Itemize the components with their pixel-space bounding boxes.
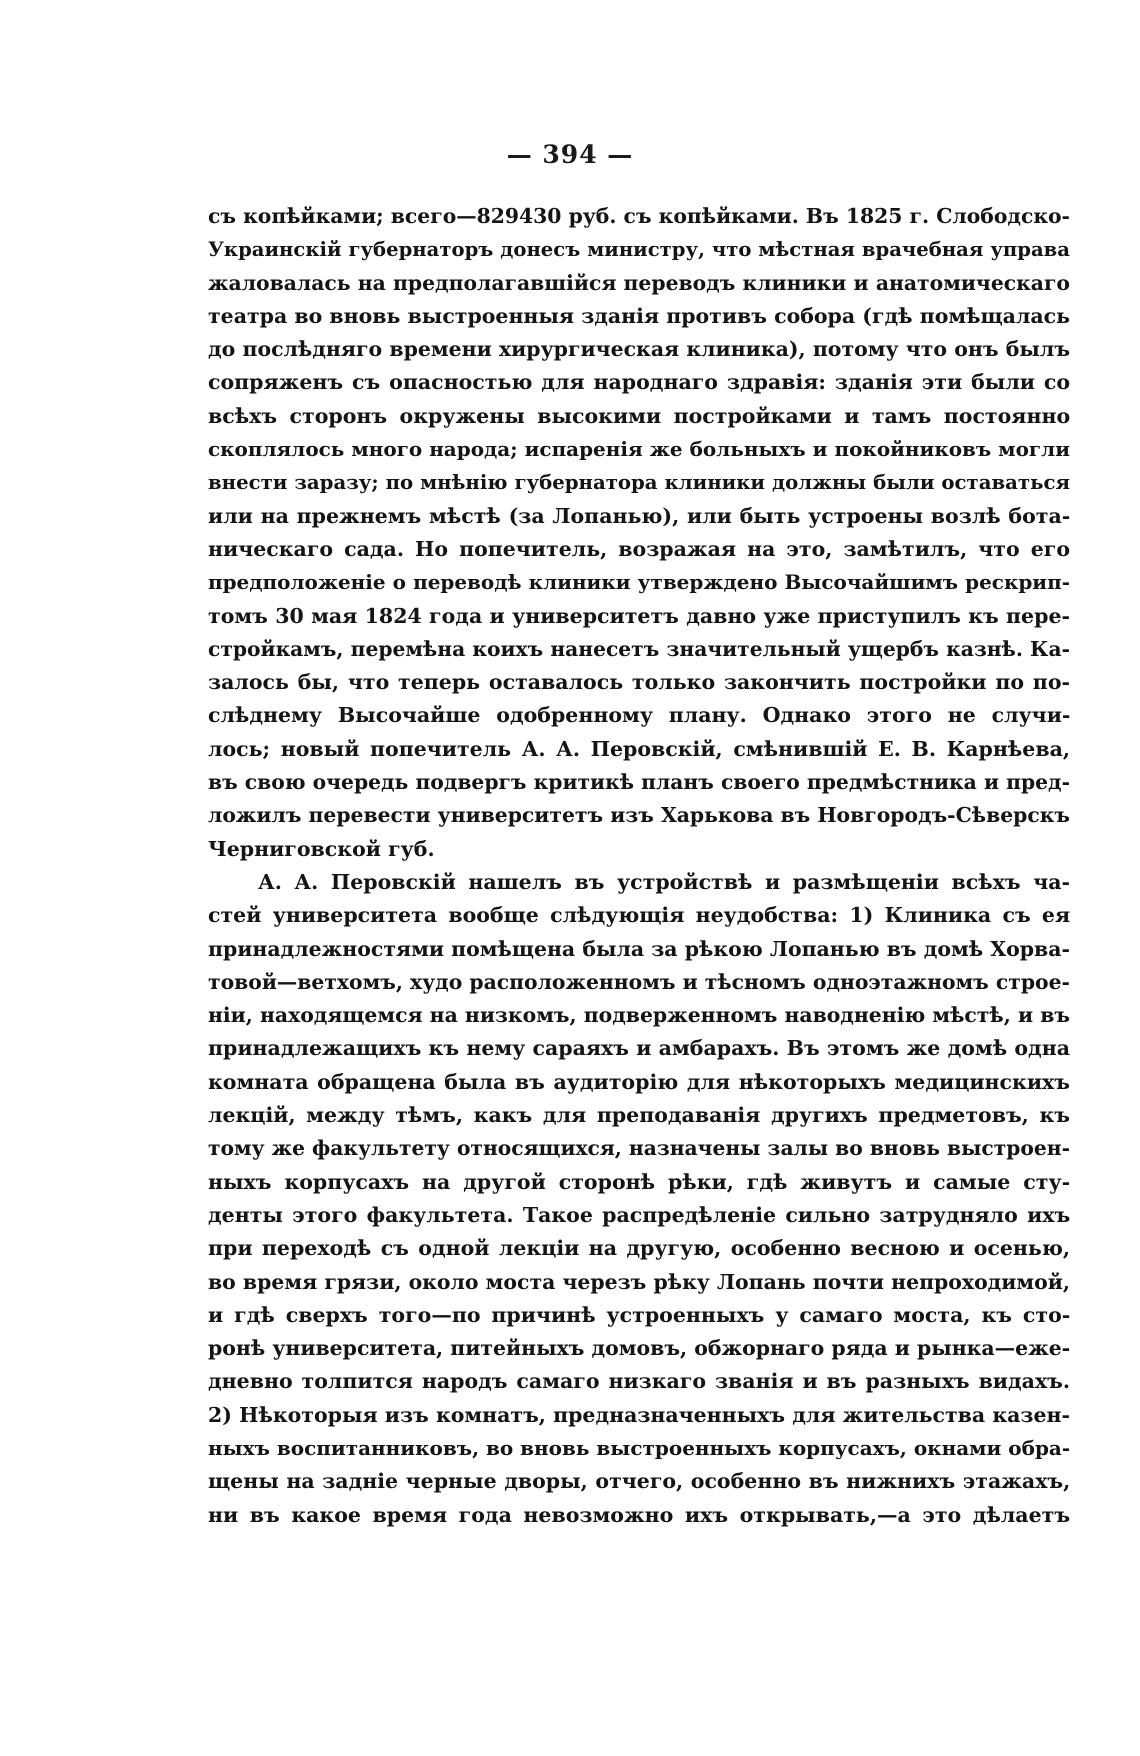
text-line: комната обращена была въ аудиторію для нѣкоторыхъ медицинскихъ bbox=[208, 1069, 1070, 1094]
text-line: щены на задніе черные дворы, отчего, особенно въ нижнихъ этажахъ, bbox=[208, 1469, 1070, 1494]
text-line: 2) Нѣкоторыя изъ комнатъ, предназначенныхъ для жительства казен- bbox=[208, 1402, 1070, 1427]
text-line: принадлежащихъ къ нему сараяхъ и амбарахъ. Въ этомъ же домѣ одна bbox=[208, 1036, 1070, 1061]
text-line: скоплялось много народа; испаренія же больныхъ и покойниковъ могли bbox=[208, 437, 1070, 462]
text-line: стройкамъ, перемѣна коихъ нанесетъ значительный ущербъ казнѣ. Ка- bbox=[208, 636, 1070, 661]
text-line: ныхъ воспитанниковъ, во вновь выстроенныхъ корпусахъ, окнами обра- bbox=[208, 1435, 1070, 1460]
text-line: ронѣ университета, питейныхъ домовъ, обжорнаго ряда и рынка—еже- bbox=[208, 1336, 1070, 1361]
text-line: товой—ветхомъ, худо расположенномъ и тѣсномъ одноэтажномъ строе- bbox=[208, 969, 1070, 994]
text-line: предположеніе о переводѣ клиники утверждено Высочайшимъ рескрип- bbox=[208, 570, 1070, 595]
text-line: денты этого факультета. Такое распредѣленіе сильно затрудняло ихъ bbox=[208, 1202, 1070, 1227]
text-line: во время грязи, около моста черезъ рѣку Лопань почти непроходимой, bbox=[208, 1269, 1070, 1294]
text-line: принадлежностями помѣщена была за рѣкою Лопанью въ домѣ Хорва- bbox=[208, 936, 1070, 961]
text-line: до послѣдняго времени хирургическая клиника), потому что онъ былъ bbox=[208, 337, 1070, 362]
text-line: внести заразу; по мнѣнію губернатора клиники должны были оставаться bbox=[208, 471, 1070, 495]
text-line: всѣхъ сторонъ окружены высокими постройками и тамъ постоянно bbox=[208, 403, 1070, 428]
text-line: ніи, находящемся на низкомъ, подверженномъ наводненію мѣстѣ, и въ bbox=[208, 1003, 1070, 1028]
text-line: или на прежнемъ мѣстѣ (за Лопанью), или быть устроены возлѣ бота- bbox=[208, 503, 1070, 528]
text-line: тому же факультету относящихся, назначены залы во вновь выстроен- bbox=[208, 1136, 1070, 1161]
text-line: залось бы, что теперь оставалось только закончить постройки по по- bbox=[208, 670, 1070, 695]
text-line: томъ 30 мая 1824 года и университетъ давно уже приступилъ къ пере- bbox=[208, 603, 1070, 628]
text-line: Черниговской губ. bbox=[208, 836, 435, 861]
text-line: съ копѣйками; всего—829430 руб. съ копѣйками. Въ 1825 г. Слободско- bbox=[208, 204, 1070, 228]
text-line: при переходѣ съ одной лекціи на другую, особенно весною и осенью, bbox=[208, 1236, 1070, 1261]
page-number: — 394 — bbox=[506, 140, 634, 169]
text-line: сопряженъ съ опасностью для народнаго здравія: зданія эти были со bbox=[208, 370, 1070, 395]
text-line: жаловалась на предполагавшійся переводъ клиники и анатомическаго bbox=[208, 270, 1070, 295]
text-line: дневно толпится народъ самаго низкаго званія и въ разныхъ видахъ. bbox=[208, 1369, 1070, 1394]
text-line: и гдѣ сверхъ того—по причинѣ устроенныхъ у самаго моста, къ сто- bbox=[208, 1302, 1070, 1327]
text-line: А. А. Перовскій нашелъ въ устройствѣ и размѣщеніи всѣхъ ча- bbox=[258, 869, 1070, 894]
text-line: въ свою очередь подвергъ критикѣ планъ своего предмѣстника и пред- bbox=[208, 770, 1070, 795]
text-line: театра во вновь выстроенныя зданія противъ собора (гдѣ помѣщалась bbox=[208, 303, 1070, 328]
text-line: лось; новый попечитель А. А. Перовскій, смѣнившій Е. В. Карнѣева, bbox=[208, 736, 1070, 761]
text-line: слѣднему Высочайше одобренному плану. Однако этого не случи- bbox=[208, 703, 1070, 728]
body-text bbox=[208, 200, 1070, 1532]
text-line: Украинскій губернаторъ донесъ министру, что мѣстная врачебная управа bbox=[208, 238, 1070, 262]
text-line: ложилъ перевести университетъ изъ Харькова въ Новгородъ-Сѣверскъ bbox=[208, 803, 1070, 828]
text-line: стей университета вообще слѣдующія неудобства: 1) Клиника съ ея bbox=[208, 903, 1070, 928]
text-line: ныхъ корпусахъ на другой сторонѣ рѣки, гдѣ живутъ и самые сту- bbox=[208, 1169, 1070, 1194]
text-line: ни въ какое время года невозможно ихъ открывать,—а это дѣлаетъ bbox=[208, 1502, 1070, 1527]
text-line: лекцій, между тѣмъ, какъ для преподаванія другихъ предметовъ, къ bbox=[208, 1103, 1070, 1128]
text-line: ническаго сада. Но попечитель, возражая на это, замѣтилъ, что его bbox=[208, 536, 1070, 561]
